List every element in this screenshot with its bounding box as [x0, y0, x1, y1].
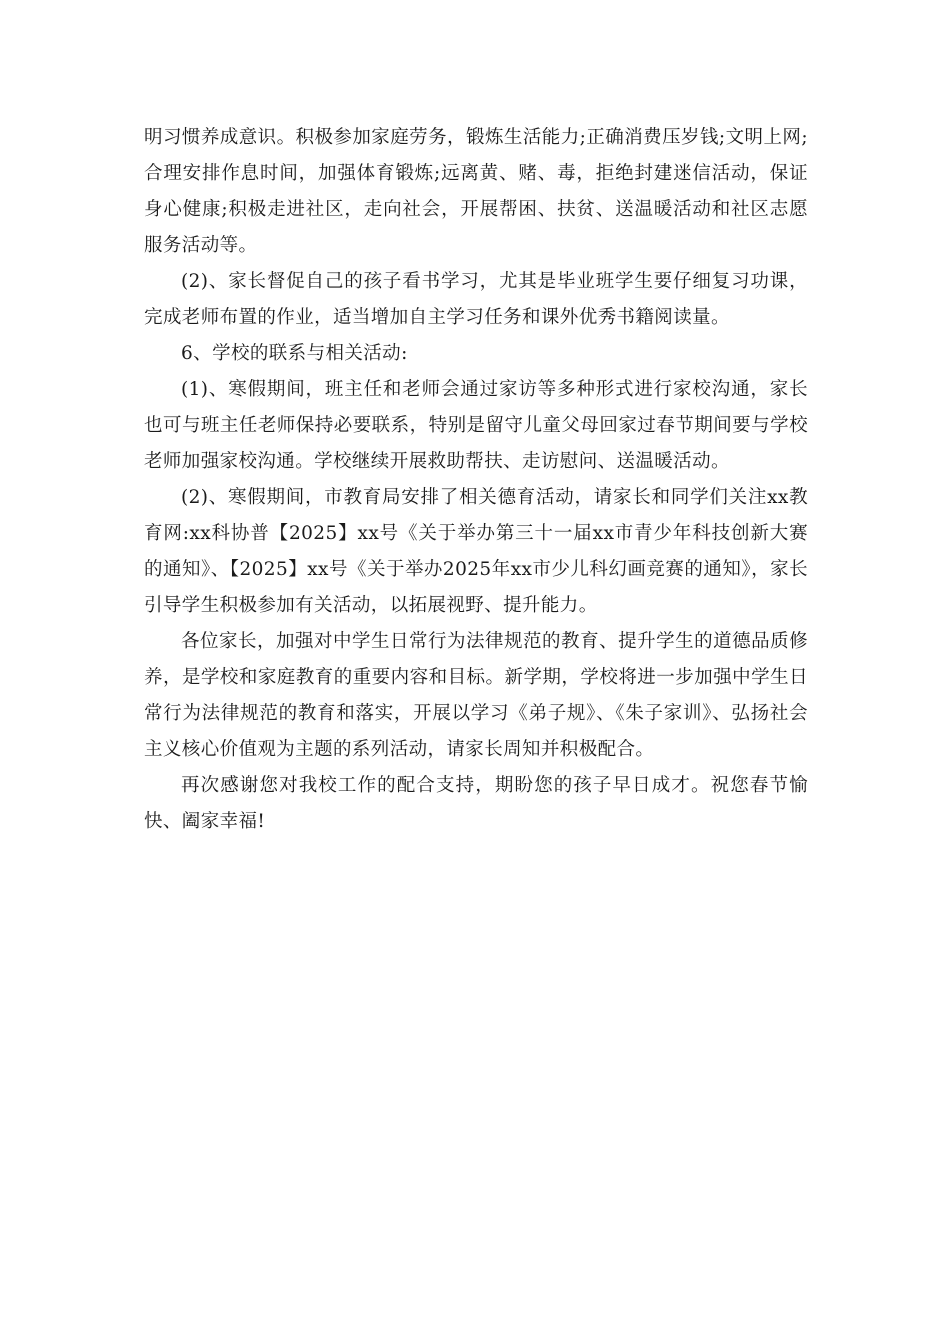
document-body	[144, 120, 808, 840]
paragraph-5: 各位家长，加强对中学生日常行为法律规范的教育、提升学生的道德品质修养，是学校和家庭教育的重要内容和目标。新学期，学校将进一步加强中学生日常行为法律规范的教育和落实，开展以学习《弟子规》、《朱子家训》、弘扬社会主义核心价值观为主题的系列活动，请家长周知并积极配合。	[144, 631, 808, 760]
paragraph-3: (1)、寒假期间，班主任和老师会通过家访等多种形式进行家校沟通，家长也可与班主任老师保持必要联系，特别是留守儿童父母回家过春节期间要与学校老师加强家校沟通。学校继续开展救助帮扶、走访慰问、送温暖活动。	[144, 379, 808, 472]
paragraph-2: (2)、家长督促自己的孩子看书学习，尤其是毕业班学生要仔细复习功课，完成老师布置的作业，适当增加自主学习任务和课外优秀书籍阅读量。	[144, 271, 808, 328]
section-heading-6: 6、学校的联系与相关活动:	[181, 343, 408, 364]
paragraph-4: (2)、寒假期间，市教育局安排了相关德育活动，请家长和同学们关注xx教育网:xx科协普【2025】xx号《关于举办第三十一届xx市青少年科技创新大赛的通知》、【2025】xx号《关于举办2025年xx市少儿科幻画竞赛的通知》，家长引导学生积极参加有关活动，以拓展视野、提升能力。	[144, 487, 808, 616]
closing-paragraph: 再次感谢您对我校工作的配合支持，期盼您的孩子早日成才。祝您春节愉快、阖家幸福!	[144, 775, 808, 832]
paragraph-1: 明习惯养成意识。积极参加家庭劳务，锻炼生活能力;正确消费压岁钱;文明上网;合理安排作息时间，加强体育锻炼;远离黄、赌、毒，拒绝封建迷信活动，保证身心健康;积极走进社区，走向社会，开展帮困、扶贫、送温暖活动和社区志愿服务活动等。	[144, 127, 808, 256]
